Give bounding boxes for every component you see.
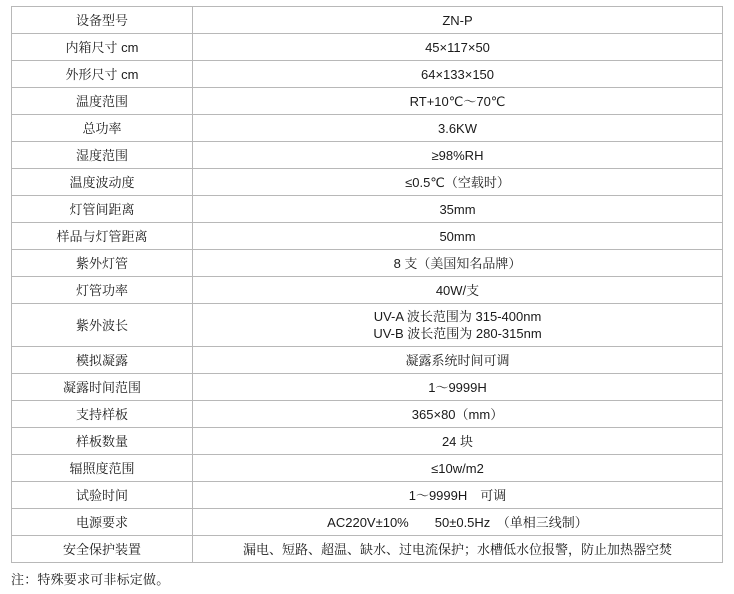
table-row (12, 196, 723, 223)
row-label: 外形尺寸 cm (12, 61, 193, 88)
row-value (193, 88, 723, 115)
table-row (12, 509, 723, 536)
row-value (193, 277, 723, 304)
row-value (193, 374, 723, 401)
row-value (193, 536, 723, 563)
table-row (12, 401, 723, 428)
table-body (12, 7, 723, 563)
table-row (12, 61, 723, 88)
row-label: 温度波动度 (12, 169, 193, 196)
row-label: 样板数量 (12, 428, 193, 455)
row-label: 电源要求 (12, 509, 193, 536)
table-row (12, 428, 723, 455)
row-value (193, 428, 723, 455)
row-value (193, 250, 723, 277)
value-line: 45×117×50 (425, 39, 490, 55)
row-value (193, 7, 723, 34)
spec-sheet (0, 6, 734, 594)
specifications-table (11, 6, 723, 563)
value-line: 64×133×150 (420, 66, 495, 82)
value-line: 365×80（mm） (411, 406, 504, 422)
value-line: 50mm (439, 228, 476, 244)
table-row (12, 536, 723, 563)
value-line: 8 支（美国知名品牌） (393, 255, 522, 271)
row-label: 内箱尺寸 cm (12, 34, 193, 61)
table-row (12, 142, 723, 169)
value-line: AC220V±10% 50±0.5Hz （单相三线制） (327, 514, 588, 530)
row-value (193, 401, 723, 428)
row-value (193, 223, 723, 250)
row-label: 总功率 (12, 115, 193, 142)
value-line: UV-B 波长范围为 280-315nm (373, 326, 542, 341)
value-line: ZN-P (442, 12, 473, 28)
row-value (193, 196, 723, 223)
value-line: 3.6KW (437, 120, 477, 136)
table-row (12, 304, 723, 347)
row-label: 支持样板 (12, 401, 193, 428)
value-line: ≤10w/m2 (431, 460, 484, 476)
table-row (12, 482, 723, 509)
row-label: 安全保护装置 (12, 536, 193, 563)
row-label: 温度范围 (12, 88, 193, 115)
table-row (12, 277, 723, 304)
footnote: 注：特殊要求可非标定做。 (11, 572, 170, 587)
value-line: RT+10℃～70℃ (409, 93, 506, 109)
value-line: ≥98%RH (431, 147, 484, 163)
table-row (12, 250, 723, 277)
row-label: 试验时间 (12, 482, 193, 509)
table-row (12, 115, 723, 142)
row-value (193, 169, 723, 196)
row-value (193, 34, 723, 61)
value-line: 40W/支 (435, 282, 480, 298)
row-value (193, 482, 723, 509)
row-label: 样品与灯管距离 (12, 223, 193, 250)
row-label: 设备型号 (12, 7, 193, 34)
row-value (193, 347, 723, 374)
row-value (193, 304, 723, 347)
row-label: 灯管间距离 (12, 196, 193, 223)
row-label: 凝露时间范围 (12, 374, 193, 401)
table-row (12, 455, 723, 482)
value-line: 24 块 (441, 433, 474, 449)
row-label: 模拟凝露 (12, 347, 193, 374)
value-line: ≤0.5℃（空载时） (405, 174, 510, 190)
table-row (12, 169, 723, 196)
row-value (193, 455, 723, 482)
row-value (193, 509, 723, 536)
value-line: 35mm (439, 201, 476, 217)
value-line: 1～9999H 可调 (408, 487, 507, 503)
row-value (193, 142, 723, 169)
value-line: 1～9999H (428, 379, 487, 395)
row-value (193, 115, 723, 142)
table-row (12, 374, 723, 401)
value-line: UV-A 波长范围为 315-400nm (373, 309, 542, 324)
table-row (12, 7, 723, 34)
row-label: 灯管功率 (12, 277, 193, 304)
value-line: 漏电、短路、超温、缺水、过电流保护；水槽低水位报警，防止加热器空焚 (242, 541, 672, 557)
table-row (12, 88, 723, 115)
row-label: 辐照度范围 (12, 455, 193, 482)
row-label: 湿度范围 (12, 142, 193, 169)
table-row (12, 347, 723, 374)
row-label: 紫外波长 (12, 304, 193, 347)
table-row (12, 34, 723, 61)
value-line: 凝露系统时间可调 (405, 352, 510, 368)
table-row (12, 223, 723, 250)
row-label: 紫外灯管 (12, 250, 193, 277)
row-value (193, 61, 723, 88)
